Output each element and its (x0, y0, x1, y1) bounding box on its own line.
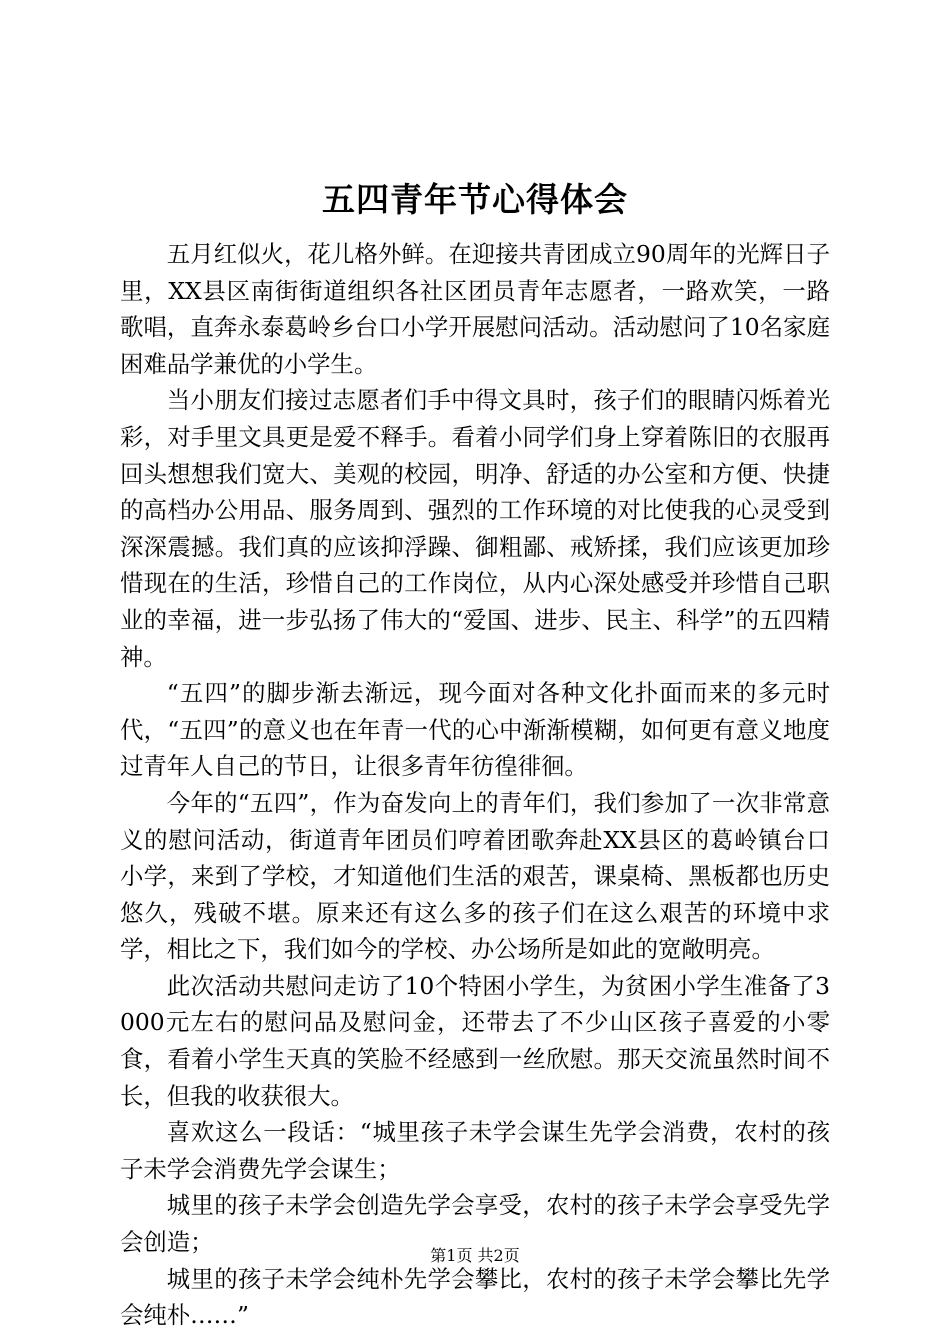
paragraph-5: 此次活动共慰问走访了10个特困小学生，为贫困小学生准备了3000元左右的慰问品及慰问金，还带去了不少山区孩子喜爱的小零食，看着小学生天真的笑脸不经感到一丝欣慰。那天交流虽然时间不长，但我的收获很大。 (120, 971, 830, 1110)
document-body (120, 236, 830, 1334)
paragraph-1: 五月红似火，花儿格外鲜。在迎接共青团成立90周年的光辉日子里，XX县区南街街道组织各社区团员青年志愿者，一路欢笑，一路歌唱，直奔永泰葛岭乡台口小学开展慰问活动。活动慰问了10名家庭困难品学兼优的小学生。 (120, 240, 830, 378)
paragraph-8: 城里的孩子未学会纯朴先学会攀比，农村的孩子未学会攀比先学会纯朴……” (120, 1264, 830, 1330)
page-number-footer: 第1页 共2页 (430, 1246, 520, 1265)
paragraph-7: 城里的孩子未学会创造先学会享受，农村的孩子未学会享受先学会创造； (120, 1191, 830, 1257)
paragraph-3: “五四”的脚步渐去渐远，现今面对各种文化扑面而来的多元时代，“五四”的意义也在年青一代的心中渐渐模糊，如何更有意义地度过青年人自己的节日，让很多青年彷徨徘徊。 (120, 679, 830, 781)
paragraph-6: 喜欢这么一段话：“城里孩子未学会谋生先学会消费，农村的孩子未学会消费先学会谋生； (120, 1118, 830, 1183)
document-title: 五四青年节心得体会 (322, 180, 628, 219)
paragraph-4: 今年的“五四”，作为奋发向上的青年们，我们参加了一次非常意义的慰问活动，街道青年团员们哼着团歌奔赴XX县区的葛岭镇台口小学，来到了学校，才知道他们生活的艰苦，课桌椅、黑板都也历史悠久，残破不堪。原来还有这么多的孩子们在这么艰苦的环境中求学，相比之下，我们如今的学校、办公场所是如此的宽敞明亮。 (120, 788, 830, 964)
paragraph-2: 当小朋友们接过志愿者们手中得文具时，孩子们的眼睛闪烁着光彩，对手里文具更是爱不释手。看着小同学们身上穿着陈旧的衣服再回头想想我们宽大、美观的校园，明净、舒适的办公室和方便、快捷的高档办公用品、服务周到、强烈的工作环境的对比使我的心灵受到深深震撼。我们真的应该抑浮躁、御粗鄙、戒矫揉，我们应该更加珍惜现在的生活，珍惜自己的工作岗位，从内心深处感受并珍惜自己职业的幸福，进一步弘扬了伟大的“爱国、进步、民主、科学”的五四精神。 (120, 386, 830, 671)
